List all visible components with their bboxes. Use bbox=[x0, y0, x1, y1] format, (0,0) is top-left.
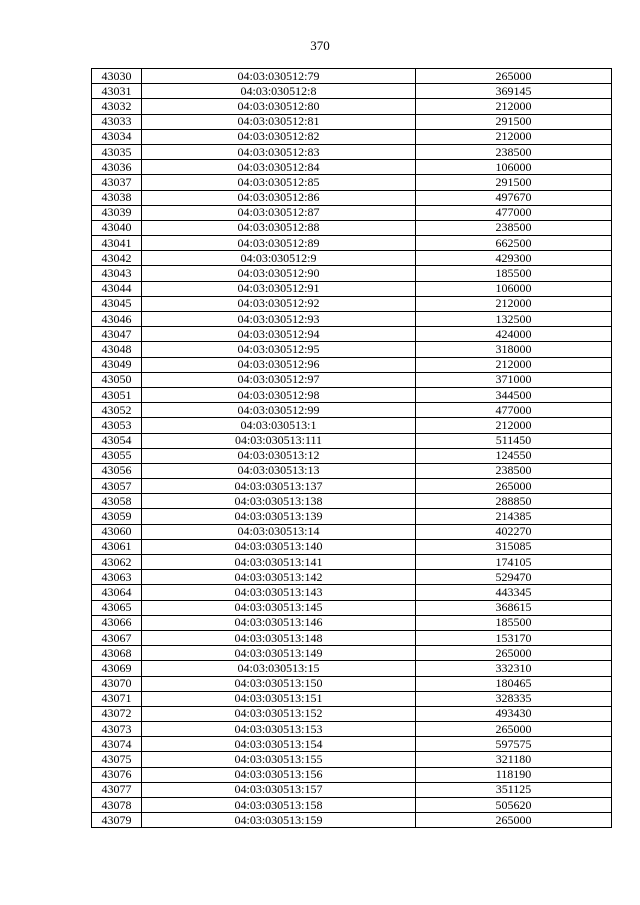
table-row bbox=[92, 509, 612, 524]
row-number-cell: 43062 bbox=[92, 555, 142, 570]
table-row bbox=[92, 782, 612, 797]
value-cell: 265000 bbox=[416, 479, 612, 494]
table-row bbox=[92, 372, 612, 387]
value-cell: 371000 bbox=[416, 372, 612, 387]
row-number-cell: 43066 bbox=[92, 615, 142, 630]
row-number-cell: 43078 bbox=[92, 798, 142, 813]
value-cell: 477000 bbox=[416, 205, 612, 220]
cadastral-number-cell: 04:03:030512:80 bbox=[142, 99, 416, 114]
row-number-cell: 43038 bbox=[92, 190, 142, 205]
table-row bbox=[92, 114, 612, 129]
cadastral-number-cell: 04:03:030513:146 bbox=[142, 615, 416, 630]
row-number-cell: 43058 bbox=[92, 494, 142, 509]
value-cell: 214385 bbox=[416, 509, 612, 524]
row-number-cell: 43068 bbox=[92, 646, 142, 661]
value-cell: 443345 bbox=[416, 585, 612, 600]
cadastral-number-cell: 04:03:030513:153 bbox=[142, 722, 416, 737]
table-row bbox=[92, 813, 612, 828]
value-cell: 402270 bbox=[416, 524, 612, 539]
cadastral-number-cell: 04:03:030512:87 bbox=[142, 205, 416, 220]
value-cell: 238500 bbox=[416, 144, 612, 159]
cadastral-number-cell: 04:03:030512:82 bbox=[142, 129, 416, 144]
table-row bbox=[92, 327, 612, 342]
table-row bbox=[92, 342, 612, 357]
cadastral-number-cell: 04:03:030512:99 bbox=[142, 403, 416, 418]
value-cell: 265000 bbox=[416, 722, 612, 737]
cadastral-number-cell: 04:03:030512:91 bbox=[142, 281, 416, 296]
cadastral-number-cell: 04:03:030513:159 bbox=[142, 813, 416, 828]
cadastral-number-cell: 04:03:030513:13 bbox=[142, 463, 416, 478]
value-cell: 212000 bbox=[416, 129, 612, 144]
cadastral-value-table bbox=[91, 68, 612, 828]
table-row bbox=[92, 357, 612, 372]
value-cell: 265000 bbox=[416, 813, 612, 828]
cadastral-number-cell: 04:03:030512:90 bbox=[142, 266, 416, 281]
cadastral-number-cell: 04:03:030513:12 bbox=[142, 448, 416, 463]
value-cell: 315085 bbox=[416, 539, 612, 554]
table-row bbox=[92, 555, 612, 570]
table-row bbox=[92, 798, 612, 813]
table-row bbox=[92, 403, 612, 418]
row-number-cell: 43053 bbox=[92, 418, 142, 433]
value-cell: 153170 bbox=[416, 630, 612, 645]
row-number-cell: 43073 bbox=[92, 722, 142, 737]
cadastral-number-cell: 04:03:030513:138 bbox=[142, 494, 416, 509]
value-cell: 497670 bbox=[416, 190, 612, 205]
value-cell: 118190 bbox=[416, 767, 612, 782]
table-row bbox=[92, 99, 612, 114]
value-cell: 124550 bbox=[416, 448, 612, 463]
table-row bbox=[92, 433, 612, 448]
cadastral-number-cell: 04:03:030513:155 bbox=[142, 752, 416, 767]
value-cell: 174105 bbox=[416, 555, 612, 570]
table-row bbox=[92, 646, 612, 661]
cadastral-number-cell: 04:03:030513:140 bbox=[142, 539, 416, 554]
value-cell: 429300 bbox=[416, 251, 612, 266]
cadastral-number-cell: 04:03:030512:92 bbox=[142, 296, 416, 311]
row-number-cell: 43076 bbox=[92, 767, 142, 782]
value-cell: 238500 bbox=[416, 463, 612, 478]
cadastral-number-cell: 04:03:030513:149 bbox=[142, 646, 416, 661]
table-row bbox=[92, 448, 612, 463]
cadastral-number-cell: 04:03:030512:86 bbox=[142, 190, 416, 205]
row-number-cell: 43060 bbox=[92, 524, 142, 539]
value-cell: 529470 bbox=[416, 570, 612, 585]
value-cell: 477000 bbox=[416, 403, 612, 418]
cadastral-number-cell: 04:03:030513:141 bbox=[142, 555, 416, 570]
cadastral-number-cell: 04:03:030512:83 bbox=[142, 144, 416, 159]
cadastral-number-cell: 04:03:030512:81 bbox=[142, 114, 416, 129]
table-row bbox=[92, 691, 612, 706]
row-number-cell: 43045 bbox=[92, 296, 142, 311]
cadastral-number-cell: 04:03:030513:151 bbox=[142, 691, 416, 706]
table-row bbox=[92, 676, 612, 691]
table-row bbox=[92, 296, 612, 311]
table-row bbox=[92, 737, 612, 752]
table-row bbox=[92, 251, 612, 266]
row-number-cell: 43036 bbox=[92, 160, 142, 175]
table-row bbox=[92, 585, 612, 600]
cadastral-number-cell: 04:03:030512:84 bbox=[142, 160, 416, 175]
cadastral-number-cell: 04:03:030512:89 bbox=[142, 236, 416, 251]
table-row bbox=[92, 266, 612, 281]
value-cell: 318000 bbox=[416, 342, 612, 357]
row-number-cell: 43056 bbox=[92, 463, 142, 478]
row-number-cell: 43057 bbox=[92, 479, 142, 494]
value-cell: 288850 bbox=[416, 494, 612, 509]
table-row bbox=[92, 539, 612, 554]
table-row bbox=[92, 175, 612, 190]
row-number-cell: 43061 bbox=[92, 539, 142, 554]
row-number-cell: 43063 bbox=[92, 570, 142, 585]
value-cell: 662500 bbox=[416, 236, 612, 251]
cadastral-number-cell: 04:03:030513:154 bbox=[142, 737, 416, 752]
cadastral-number-cell: 04:03:030513:157 bbox=[142, 782, 416, 797]
value-cell: 597575 bbox=[416, 737, 612, 752]
value-cell: 328335 bbox=[416, 691, 612, 706]
table-row bbox=[92, 630, 612, 645]
table-row bbox=[92, 281, 612, 296]
cadastral-number-cell: 04:03:030513:156 bbox=[142, 767, 416, 782]
value-cell: 180465 bbox=[416, 676, 612, 691]
table-row bbox=[92, 84, 612, 99]
value-cell: 185500 bbox=[416, 615, 612, 630]
cadastral-number-cell: 04:03:030512:95 bbox=[142, 342, 416, 357]
cadastral-number-cell: 04:03:030512:79 bbox=[142, 69, 416, 84]
row-number-cell: 43071 bbox=[92, 691, 142, 706]
row-number-cell: 43074 bbox=[92, 737, 142, 752]
table-row bbox=[92, 570, 612, 585]
row-number-cell: 43072 bbox=[92, 706, 142, 721]
value-cell: 212000 bbox=[416, 99, 612, 114]
cadastral-number-cell: 04:03:030512:93 bbox=[142, 312, 416, 327]
table-row bbox=[92, 312, 612, 327]
cadastral-number-cell: 04:03:030512:96 bbox=[142, 357, 416, 372]
table-row bbox=[92, 706, 612, 721]
value-cell: 351125 bbox=[416, 782, 612, 797]
cadastral-number-cell: 04:03:030513:111 bbox=[142, 433, 416, 448]
cadastral-number-cell: 04:03:030513:14 bbox=[142, 524, 416, 539]
value-cell: 106000 bbox=[416, 160, 612, 175]
cadastral-number-cell: 04:03:030513:148 bbox=[142, 630, 416, 645]
table-row bbox=[92, 661, 612, 676]
row-number-cell: 43044 bbox=[92, 281, 142, 296]
table-row bbox=[92, 190, 612, 205]
cadastral-number-cell: 04:03:030513:15 bbox=[142, 661, 416, 676]
row-number-cell: 43075 bbox=[92, 752, 142, 767]
value-cell: 132500 bbox=[416, 312, 612, 327]
row-number-cell: 43049 bbox=[92, 357, 142, 372]
value-cell: 106000 bbox=[416, 281, 612, 296]
cadastral-number-cell: 04:03:030512:88 bbox=[142, 220, 416, 235]
cadastral-number-cell: 04:03:030512:97 bbox=[142, 372, 416, 387]
row-number-cell: 43030 bbox=[92, 69, 142, 84]
cadastral-number-cell: 04:03:030513:137 bbox=[142, 479, 416, 494]
row-number-cell: 43034 bbox=[92, 129, 142, 144]
table-row bbox=[92, 463, 612, 478]
row-number-cell: 43070 bbox=[92, 676, 142, 691]
row-number-cell: 43037 bbox=[92, 175, 142, 190]
row-number-cell: 43054 bbox=[92, 433, 142, 448]
cadastral-number-cell: 04:03:030513:145 bbox=[142, 600, 416, 615]
page-number: 370 bbox=[310, 38, 330, 53]
value-cell: 291500 bbox=[416, 175, 612, 190]
row-number-cell: 43031 bbox=[92, 84, 142, 99]
table-row bbox=[92, 479, 612, 494]
row-number-cell: 43048 bbox=[92, 342, 142, 357]
table-row bbox=[92, 205, 612, 220]
value-cell: 212000 bbox=[416, 296, 612, 311]
cadastral-number-cell: 04:03:030512:9 bbox=[142, 251, 416, 266]
row-number-cell: 43065 bbox=[92, 600, 142, 615]
value-cell: 265000 bbox=[416, 646, 612, 661]
table-row bbox=[92, 69, 612, 84]
table-row bbox=[92, 524, 612, 539]
cadastral-number-cell: 04:03:030512:85 bbox=[142, 175, 416, 190]
table-row bbox=[92, 160, 612, 175]
value-cell: 493430 bbox=[416, 706, 612, 721]
row-number-cell: 43064 bbox=[92, 585, 142, 600]
table-row bbox=[92, 752, 612, 767]
cadastral-number-cell: 04:03:030513:150 bbox=[142, 676, 416, 691]
table-row bbox=[92, 418, 612, 433]
cadastral-number-cell: 04:03:030512:8 bbox=[142, 84, 416, 99]
cadastral-number-cell: 04:03:030512:94 bbox=[142, 327, 416, 342]
value-cell: 212000 bbox=[416, 357, 612, 372]
value-cell: 238500 bbox=[416, 220, 612, 235]
table-row bbox=[92, 494, 612, 509]
row-number-cell: 43079 bbox=[92, 813, 142, 828]
row-number-cell: 43039 bbox=[92, 205, 142, 220]
row-number-cell: 43077 bbox=[92, 782, 142, 797]
table-row bbox=[92, 129, 612, 144]
table-row bbox=[92, 600, 612, 615]
row-number-cell: 43042 bbox=[92, 251, 142, 266]
row-number-cell: 43035 bbox=[92, 144, 142, 159]
row-number-cell: 43067 bbox=[92, 630, 142, 645]
row-number-cell: 43040 bbox=[92, 220, 142, 235]
row-number-cell: 43033 bbox=[92, 114, 142, 129]
row-number-cell: 43059 bbox=[92, 509, 142, 524]
value-cell: 332310 bbox=[416, 661, 612, 676]
table-row bbox=[92, 220, 612, 235]
value-cell: 265000 bbox=[416, 69, 612, 84]
cadastral-number-cell: 04:03:030513:139 bbox=[142, 509, 416, 524]
row-number-cell: 43050 bbox=[92, 372, 142, 387]
cadastral-number-cell: 04:03:030513:142 bbox=[142, 570, 416, 585]
cadastral-number-cell: 04:03:030513:1 bbox=[142, 418, 416, 433]
table-row bbox=[92, 144, 612, 159]
row-number-cell: 43046 bbox=[92, 312, 142, 327]
value-cell: 291500 bbox=[416, 114, 612, 129]
value-cell: 424000 bbox=[416, 327, 612, 342]
value-cell: 185500 bbox=[416, 266, 612, 281]
row-number-cell: 43047 bbox=[92, 327, 142, 342]
table-row bbox=[92, 387, 612, 402]
value-cell: 369145 bbox=[416, 84, 612, 99]
row-number-cell: 43051 bbox=[92, 387, 142, 402]
row-number-cell: 43041 bbox=[92, 236, 142, 251]
table-row bbox=[92, 722, 612, 737]
row-number-cell: 43032 bbox=[92, 99, 142, 114]
table-row bbox=[92, 615, 612, 630]
row-number-cell: 43043 bbox=[92, 266, 142, 281]
table-row bbox=[92, 767, 612, 782]
row-number-cell: 43052 bbox=[92, 403, 142, 418]
value-cell: 344500 bbox=[416, 387, 612, 402]
value-cell: 511450 bbox=[416, 433, 612, 448]
row-number-cell: 43069 bbox=[92, 661, 142, 676]
cadastral-number-cell: 04:03:030512:98 bbox=[142, 387, 416, 402]
cadastral-number-cell: 04:03:030513:152 bbox=[142, 706, 416, 721]
table-body bbox=[92, 69, 612, 828]
table-row bbox=[92, 236, 612, 251]
value-cell: 321180 bbox=[416, 752, 612, 767]
value-cell: 368615 bbox=[416, 600, 612, 615]
value-cell: 505620 bbox=[416, 798, 612, 813]
cadastral-number-cell: 04:03:030513:158 bbox=[142, 798, 416, 813]
row-number-cell: 43055 bbox=[92, 448, 142, 463]
value-cell: 212000 bbox=[416, 418, 612, 433]
cadastral-number-cell: 04:03:030513:143 bbox=[142, 585, 416, 600]
